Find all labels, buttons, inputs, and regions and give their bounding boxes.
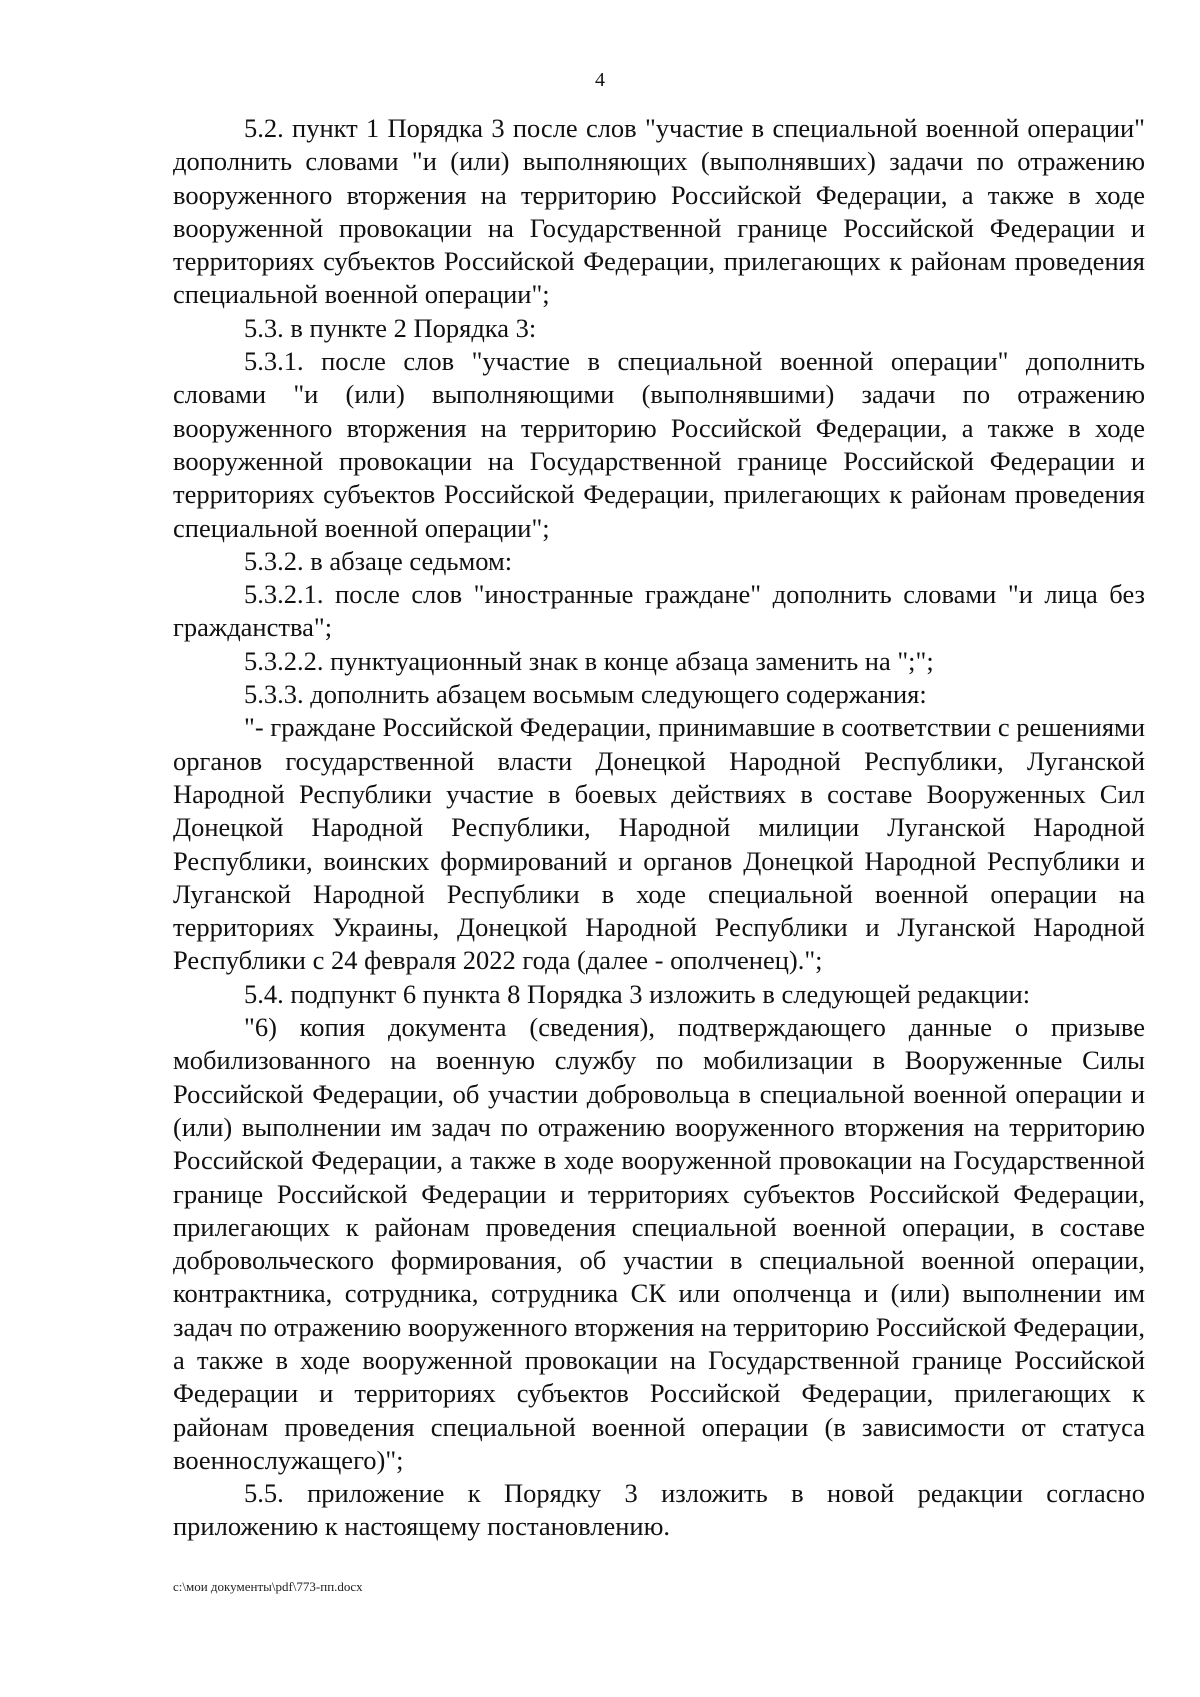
paragraph-5-3-3: 5.3.3. дополнить абзацем восьмым следующего содержания: [244, 679, 927, 710]
paragraph-5-2: 5.2. пункт 1 Порядка 3 после слов "участие в специальной военной операции" дополнить словами "и (или) выполняющих (выполнявших) задачи по отражению вооруженного вторжения на территорию Российской Федерации, а также в ходе вооруженной провокации на Государственной границе Российской Федерации и территориях субъектов Российской Федерации, прилегающих к районам проведения специальной военной операции"; [173, 113, 1145, 310]
paragraph-5-3-2-2: 5.3.2.2. пунктуационный знак в конце абзаца заменить на ";"; [244, 645, 934, 676]
paragraph-5-3-2-1: 5.3.2.1. после слов "иностранные граждане" дополнить словами "и лица без гражданства"; [173, 579, 1145, 643]
paragraph-5-3-2: 5.3.2. в абзаце седьмом: [244, 545, 513, 576]
paragraph-5-5: 5.5. приложение к Порядку 3 изложить в новой редакции согласно приложению к настоящему постановлению. [173, 1478, 1145, 1542]
paragraph-5-3: 5.3. в пункте 2 Порядка 3: [244, 312, 537, 343]
footer-file-path: c:\мои документы\pdf\773-пп.docx [173, 1579, 363, 1594]
page-number: 4 [595, 69, 605, 91]
paragraph-quote-6: "6) копия документа (сведения), подтверждающего данные о призыве мобилизованного на военную службу по мобилизации в Вооруженные Силы Российской Федерации, об участии добровольца в специальной военной операции и (или) выполнении им задач по отражению вооруженного вторжения на территорию Российской Федерации, а также в ходе вооруженной провокации на Государственной границе Российской Федерации и территориях субъектов Российской Федерации, прилегающих к районам проведения специальной военной операции, в составе добровольческого формирования, об участии в специальной военной операции, контрактника, сотрудника, сотрудника СК или ополченца и (или) выполнении им задач по отражению вооруженного вторжения на территорию Российской Федерации, а также в ходе вооруженной провокации на Государственной границе Российской Федерации и территориях субъектов Российской Федерации, прилегающих к районам проведения специальной военной операции (в зависимости от статуса военнослужащего)"; [173, 1012, 1145, 1475]
paragraph-5-4: 5.4. подпункт 6 пункта 8 Порядка 3 изложить в следующей редакции: [244, 978, 1031, 1009]
paragraph-5-3-1: 5.3.1. после слов "участие в специальной военной операции" дополнить словами "и (или) выполняющими (выполнявшими) задачи по отражению вооруженного вторжения на территорию Российской Федерации, а также в ходе вооруженной провокации на Государственной границе Российской Федерации и территориях субъектов Российской Федерации, прилегающих к районам проведения специальной военной операции"; [173, 346, 1145, 543]
paragraph-quote-militia: "- граждане Российской Федерации, принимавшие в соответствии с решениями органов государственной власти Донецкой Народной Республики, Луганской Народной Республики участие в боевых действиях в составе Вооруженных Сил Донецкой Народной Республики, Народной милиции Луганской Народной Республики, воинских формирований и органов Донецкой Народной Республики и Луганской Народной Республики в ходе специальной военной операции на территориях Украины, Донецкой Народной Республики и Луганской Народной Республики с 24 февраля 2022 года (далее - ополченец)."; [173, 712, 1145, 976]
document-body [173, 112, 1145, 1544]
